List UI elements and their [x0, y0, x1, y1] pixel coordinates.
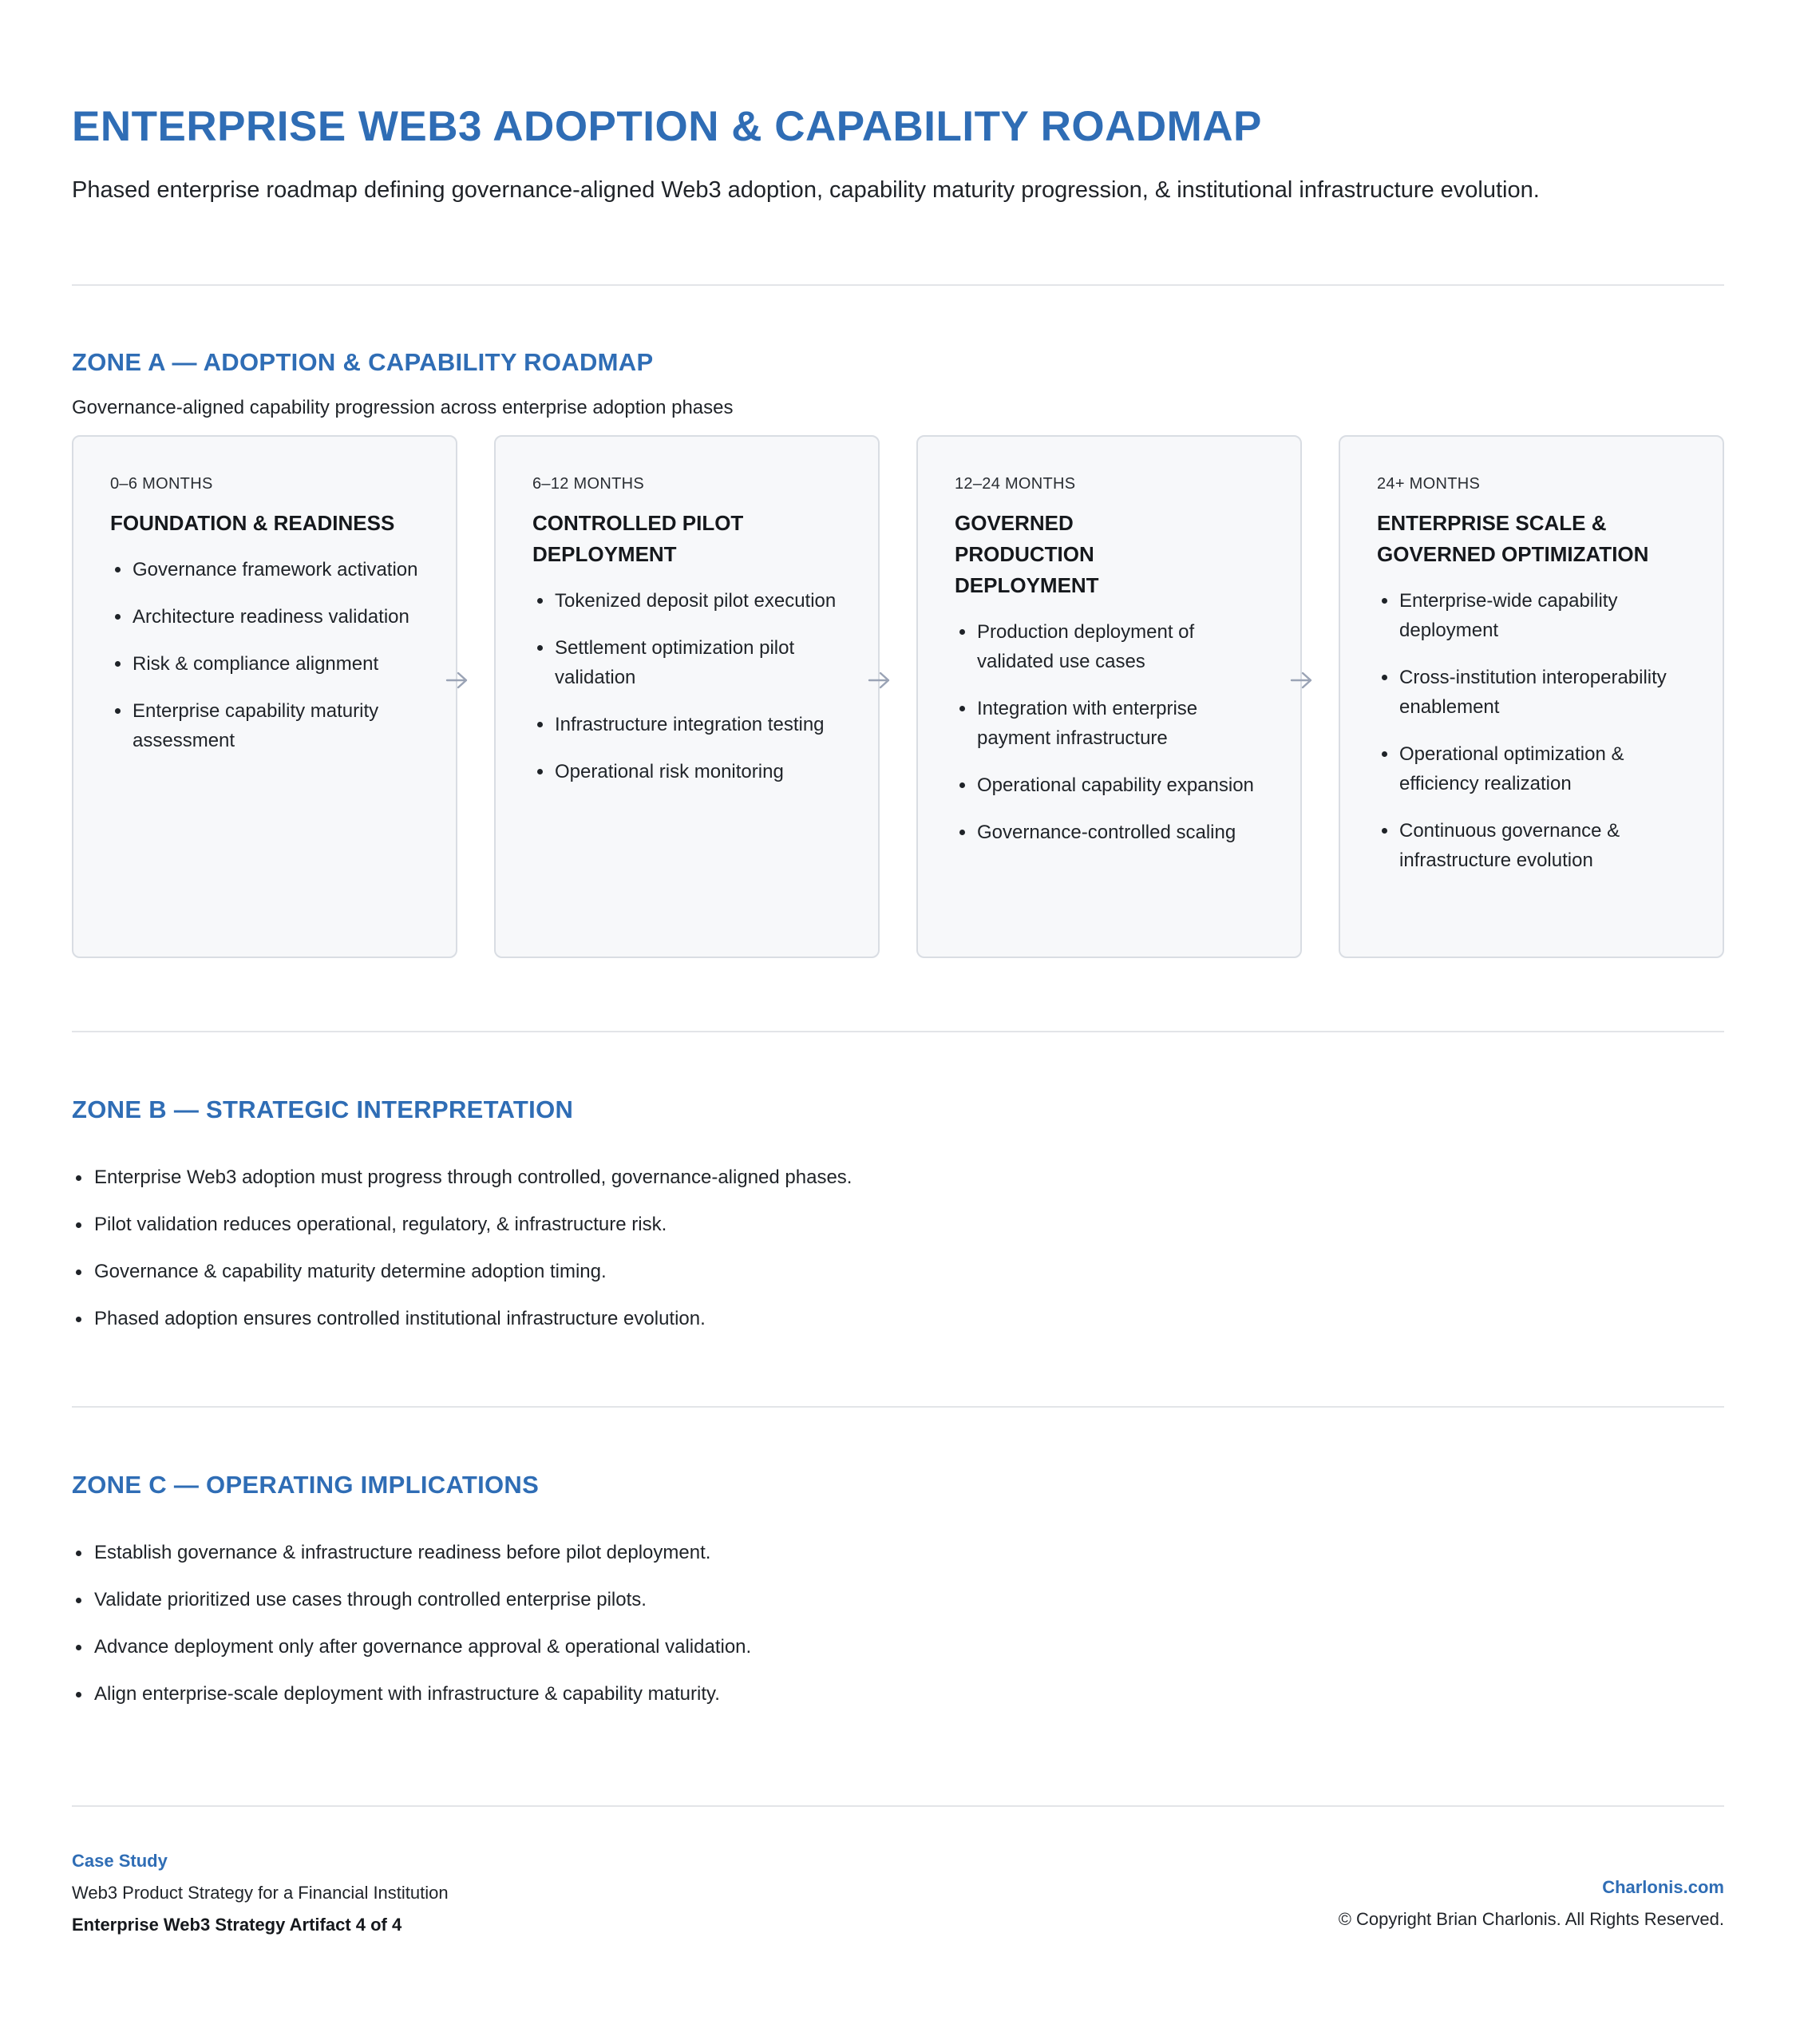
footer-left: [72, 1851, 449, 1935]
phase-item: Production deployment of validated use cases: [955, 617, 1265, 676]
phase-card-pilot: [494, 435, 880, 958]
phase-item: Continuous governance & infrastructure evolution: [1377, 816, 1687, 875]
phase-title: ENTERPRISE SCALE & GOVERNED OPTIMIZATION: [1377, 511, 1649, 566]
phase-items: [110, 555, 421, 755]
page-title: ENTERPRISE WEB3 ADOPTION & CAPABILITY ROADMAP: [72, 103, 1262, 150]
phase-item: Architecture readiness validation: [110, 602, 421, 632]
divider: [72, 1406, 1724, 1408]
divider: [72, 1031, 1724, 1032]
arrow-right-icon: [1290, 670, 1314, 691]
phase-item: Enterprise capability maturity assessment: [110, 696, 421, 755]
phase-item: Governance framework activation: [110, 555, 421, 584]
phase-item: Settlement optimization pilot validation: [532, 633, 843, 692]
phase-timeframe: 12–24 MONTHS: [955, 475, 1076, 493]
zone-c-heading: ZONE C — OPERATING IMPLICATIONS: [72, 1471, 540, 1499]
phase-item: Operational risk monitoring: [532, 757, 843, 786]
zone-c-list: [72, 1539, 751, 1727]
phase-title: FOUNDATION & READINESS: [110, 511, 395, 535]
zone-b-heading: ZONE B — STRATEGIC INTERPRETATION: [72, 1095, 574, 1123]
site-link[interactable]: Charlonis.com: [1602, 1877, 1724, 1897]
phase-timeframe: 0–6 MONTHS: [110, 475, 213, 493]
case-study-label: Case Study: [72, 1851, 168, 1871]
phase-item: Operational capability expansion: [955, 770, 1265, 800]
list-item: Establish governance & infrastructure readiness before pilot deployment.: [72, 1539, 751, 1567]
zone-a-description: Governance-aligned capability progression across enterprise adoption phases: [72, 397, 734, 418]
arrow-right-icon: [445, 670, 469, 691]
phase-timeframe: 24+ MONTHS: [1377, 475, 1481, 493]
artifact-label: Enterprise Web3 Strategy Artifact 4 of 4: [72, 1915, 402, 1935]
zone-a-heading: ZONE A — ADOPTION & CAPABILITY ROADMAP: [72, 348, 654, 376]
project-name: Web3 Product Strategy for a Financial Institution: [72, 1883, 449, 1903]
list-item: Phased adoption ensures controlled institutional infrastructure evolution.: [72, 1305, 852, 1333]
copyright: © Copyright Brian Charlonis. All Rights Reserved.: [1338, 1909, 1724, 1929]
phase-card-scale: [1339, 435, 1724, 958]
footer-right: [1339, 1877, 1724, 1930]
zone-b-list: [72, 1163, 852, 1352]
phase-item: Risk & compliance alignment: [110, 649, 421, 679]
phase-item: Infrastructure integration testing: [532, 710, 843, 739]
phase-card-foundation: [72, 435, 457, 958]
phase-item: Enterprise-wide capability deployment: [1377, 586, 1687, 645]
phase-items: [532, 586, 843, 786]
list-item: Advance deployment only after governance approval & operational validation.: [72, 1633, 751, 1662]
phase-card-production: [916, 435, 1302, 958]
phase-item: Operational optimization & efficiency realization: [1377, 739, 1687, 798]
phase-item: Tokenized deposit pilot execution: [532, 586, 843, 616]
list-item: Align enterprise-scale deployment with infrastructure & capability maturity.: [72, 1680, 751, 1709]
phase-item: Integration with enterprise payment infrastructure: [955, 694, 1265, 753]
phase-item: Cross-institution interoperability enablement: [1377, 663, 1687, 722]
divider: [72, 1805, 1724, 1807]
phase-timeframe: 6–12 MONTHS: [532, 475, 645, 493]
list-item: Governance & capability maturity determine adoption timing.: [72, 1258, 852, 1286]
list-item: Pilot validation reduces operational, regulatory, & infrastructure risk.: [72, 1210, 852, 1239]
phase-title: GOVERNED PRODUCTION DEPLOYMENT: [955, 511, 1099, 597]
phase-items: [955, 617, 1265, 847]
phase-title: CONTROLLED PILOT DEPLOYMENT: [532, 511, 744, 566]
phase-items: [1377, 586, 1687, 875]
roadmap-phases: [72, 435, 1724, 960]
list-item: Validate prioritized use cases through controlled enterprise pilots.: [72, 1586, 751, 1614]
page-subtitle: Phased enterprise roadmap defining governance-aligned Web3 adoption, capability maturity progression, & institutional infrastructure evolution.: [72, 177, 1540, 203]
arrow-right-icon: [868, 670, 892, 691]
list-item: Enterprise Web3 adoption must progress through controlled, governance-aligned phases.: [72, 1163, 852, 1192]
divider: [72, 284, 1724, 286]
phase-item: Governance-controlled scaling: [955, 818, 1265, 847]
